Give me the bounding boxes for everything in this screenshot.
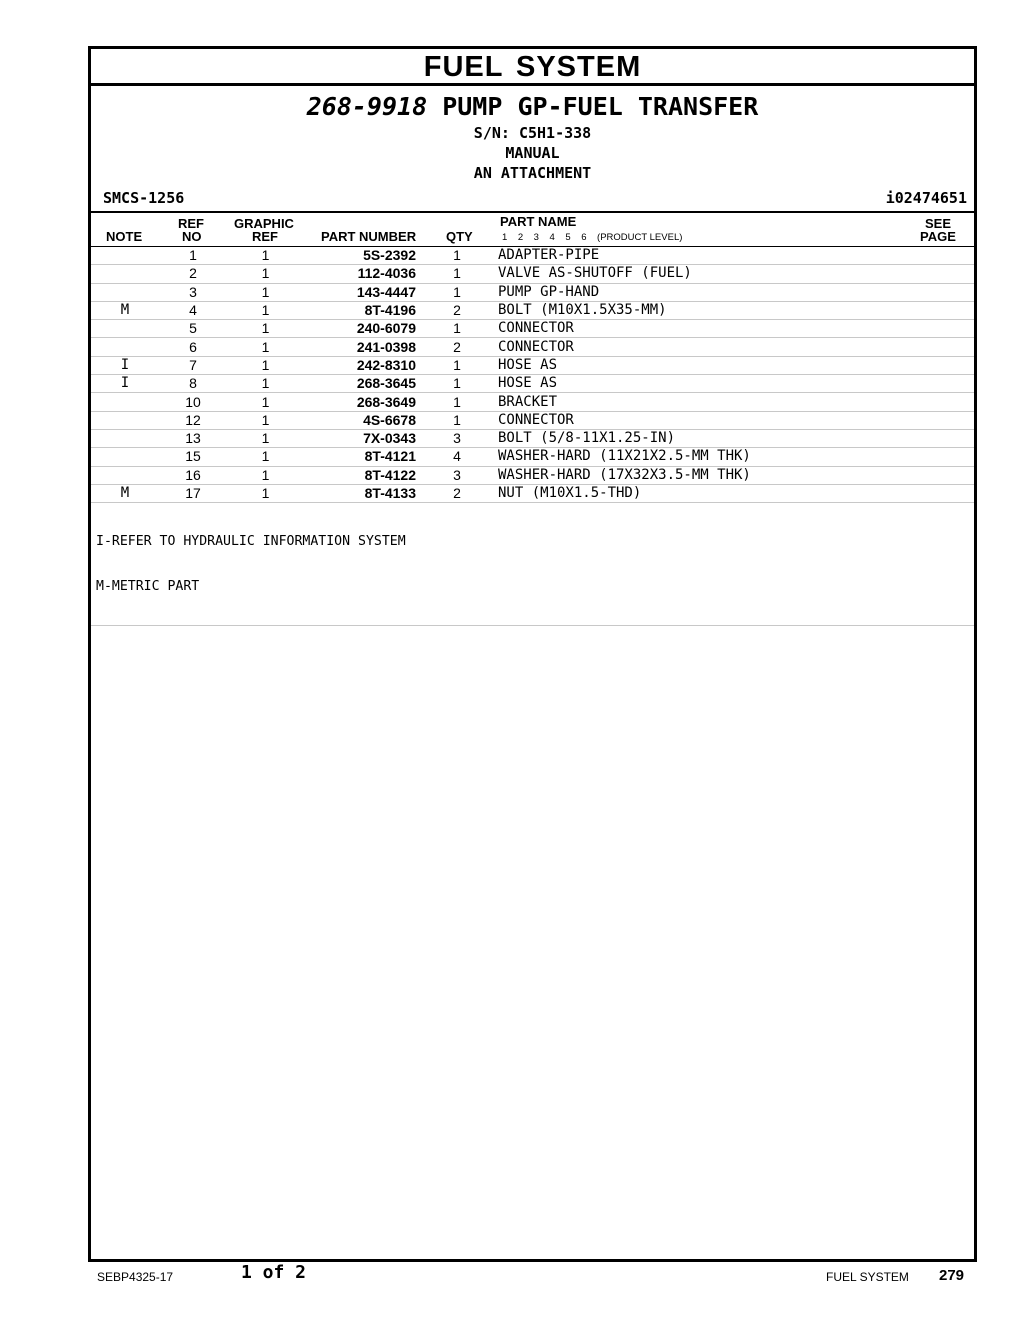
col-ref-top: REF xyxy=(178,216,204,231)
cell-qty: 4 xyxy=(416,448,498,466)
cell-name: NUT (M10X1.5-THD) xyxy=(498,484,974,502)
cell-gref: 1 xyxy=(227,429,304,447)
cell-gref: 1 xyxy=(227,247,304,265)
cell-name: VALVE AS-SHUTOFF (FUEL) xyxy=(498,265,974,283)
col-part-number: PART NUMBER xyxy=(321,229,417,244)
cell-ref: 15 xyxy=(159,448,227,466)
group-part-number: 268-9918 xyxy=(306,92,428,121)
section-title: FUEL SYSTEM xyxy=(91,49,974,86)
cell-name: HOSE AS xyxy=(498,356,974,374)
cell-name: BOLT (5/8-11X1.25-IN) xyxy=(498,429,974,447)
col-qty: QTY xyxy=(446,229,473,244)
cell-qty: 1 xyxy=(416,283,498,301)
cell-gref: 1 xyxy=(227,375,304,393)
cell-note xyxy=(91,466,159,484)
cell-gref: 1 xyxy=(227,265,304,283)
col-graphic-top: GRAPHIC xyxy=(234,216,294,231)
col-graphic-bottom: REF xyxy=(252,229,278,244)
cell-part: 268-3649 xyxy=(304,393,416,411)
col-note: NOTE xyxy=(106,229,143,244)
cell-gref: 1 xyxy=(227,283,304,301)
group-title xyxy=(91,92,974,122)
table-row xyxy=(91,338,974,356)
table-row xyxy=(91,320,974,338)
cell-qty: 2 xyxy=(416,301,498,319)
parts-header xyxy=(91,86,974,213)
cell-note xyxy=(91,448,159,466)
parts-table xyxy=(91,247,974,503)
cell-gref: 1 xyxy=(227,448,304,466)
table-row xyxy=(91,393,974,411)
col-part-name: PART NAME xyxy=(500,214,577,229)
header-line-manual: MANUAL xyxy=(505,144,560,162)
cell-ref: 17 xyxy=(159,484,227,502)
cell-ref: 6 xyxy=(159,338,227,356)
header-line-attachment: AN ATTACHMENT xyxy=(473,164,592,182)
cell-name: ADAPTER-PIPE xyxy=(498,247,974,265)
cell-qty: 3 xyxy=(416,466,498,484)
cell-name: HOSE AS xyxy=(498,375,974,393)
cell-note: M xyxy=(91,301,159,319)
cell-ref: 4 xyxy=(159,301,227,319)
cell-gref: 1 xyxy=(227,393,304,411)
cell-part: 143-4447 xyxy=(304,283,416,301)
cell-gref: 1 xyxy=(227,466,304,484)
cell-qty: 1 xyxy=(416,411,498,429)
cell-name: BRACKET xyxy=(498,393,974,411)
cell-name: CONNECTOR xyxy=(498,338,974,356)
cell-qty: 1 xyxy=(416,356,498,374)
cell-gref: 1 xyxy=(227,484,304,502)
cell-qty: 1 xyxy=(416,265,498,283)
cell-note xyxy=(91,247,159,265)
cell-gref: 1 xyxy=(227,411,304,429)
footer-section: FUEL SYSTEM xyxy=(826,1270,909,1284)
cell-note xyxy=(91,411,159,429)
cell-qty: 1 xyxy=(416,375,498,393)
cell-note xyxy=(91,429,159,447)
col-ref-bottom: NO xyxy=(182,229,202,244)
cell-part: 5S-2392 xyxy=(304,247,416,265)
info-id: i02474651 xyxy=(885,189,967,207)
cell-name: CONNECTOR xyxy=(498,411,974,429)
cell-gref: 1 xyxy=(227,356,304,374)
footnote-i: I-REFER TO HYDRAULIC INFORMATION SYSTEM xyxy=(96,534,406,550)
cell-name: WASHER-HARD (11X21X2.5-MM THK) xyxy=(498,448,974,466)
cell-part: 4S-6678 xyxy=(304,411,416,429)
cell-gref: 1 xyxy=(227,301,304,319)
cell-name: BOLT (M10X1.5X35-MM) xyxy=(498,301,974,319)
table-row xyxy=(91,466,974,484)
cell-ref: 16 xyxy=(159,466,227,484)
cell-ref: 13 xyxy=(159,429,227,447)
table-row xyxy=(91,301,974,319)
cell-part: 241-0398 xyxy=(304,338,416,356)
cell-qty: 1 xyxy=(416,393,498,411)
table-row xyxy=(91,265,974,283)
cell-ref: 5 xyxy=(159,320,227,338)
cell-part: 8T-4133 xyxy=(304,484,416,502)
cell-gref: 1 xyxy=(227,338,304,356)
page-footer xyxy=(0,1262,1020,1292)
cell-part: 240-6079 xyxy=(304,320,416,338)
cell-part: 8T-4122 xyxy=(304,466,416,484)
cell-part: 8T-4121 xyxy=(304,448,416,466)
table-row xyxy=(91,484,974,502)
col-see-top: SEE xyxy=(925,216,952,231)
cell-note: I xyxy=(91,356,159,374)
cell-ref: 7 xyxy=(159,356,227,374)
cell-qty: 2 xyxy=(416,338,498,356)
cell-qty: 3 xyxy=(416,429,498,447)
parts-page-frame xyxy=(88,46,977,1262)
cell-ref: 8 xyxy=(159,375,227,393)
cell-name: PUMP GP-HAND xyxy=(498,283,974,301)
cell-name: CONNECTOR xyxy=(498,320,974,338)
cell-ref: 12 xyxy=(159,411,227,429)
page-of: 1 of 2 xyxy=(241,1262,307,1283)
col-product-level: 1 2 3 4 5 6 (PRODUCT LEVEL) xyxy=(502,232,683,243)
table-row xyxy=(91,283,974,301)
cell-part: 8T-4196 xyxy=(304,301,416,319)
column-headers xyxy=(91,213,974,247)
table-row xyxy=(91,247,974,265)
cell-note xyxy=(91,338,159,356)
doc-number: SEBP4325-17 xyxy=(97,1270,174,1284)
cell-note xyxy=(91,320,159,338)
cell-note: I xyxy=(91,375,159,393)
table-row xyxy=(91,429,974,447)
table-row xyxy=(91,356,974,374)
cell-qty: 1 xyxy=(416,247,498,265)
table-row xyxy=(91,411,974,429)
cell-note: M xyxy=(91,484,159,502)
page-number: 279 xyxy=(939,1267,965,1284)
cell-ref: 2 xyxy=(159,265,227,283)
col-see-bottom: PAGE xyxy=(920,229,956,244)
table-row xyxy=(91,448,974,466)
cell-name: WASHER-HARD (17X32X3.5-MM THK) xyxy=(498,466,974,484)
footnotes xyxy=(91,503,974,626)
cell-note xyxy=(91,283,159,301)
group-part-title: PUMP GP-FUEL TRANSFER xyxy=(442,92,759,121)
footnote-m: M-METRIC PART xyxy=(96,579,200,595)
cell-ref: 10 xyxy=(159,393,227,411)
serial-number: S/N: C5H1-338 xyxy=(473,124,592,142)
cell-part: 242-8310 xyxy=(304,356,416,374)
cell-note xyxy=(91,265,159,283)
table-row xyxy=(91,375,974,393)
cell-ref: 3 xyxy=(159,283,227,301)
cell-qty: 1 xyxy=(416,320,498,338)
cell-part: 268-3645 xyxy=(304,375,416,393)
smcs-code: SMCS-1256 xyxy=(103,189,185,207)
cell-gref: 1 xyxy=(227,320,304,338)
cell-part: 112-4036 xyxy=(304,265,416,283)
cell-note xyxy=(91,393,159,411)
cell-qty: 2 xyxy=(416,484,498,502)
cell-part: 7X-0343 xyxy=(304,429,416,447)
cell-ref: 1 xyxy=(159,247,227,265)
